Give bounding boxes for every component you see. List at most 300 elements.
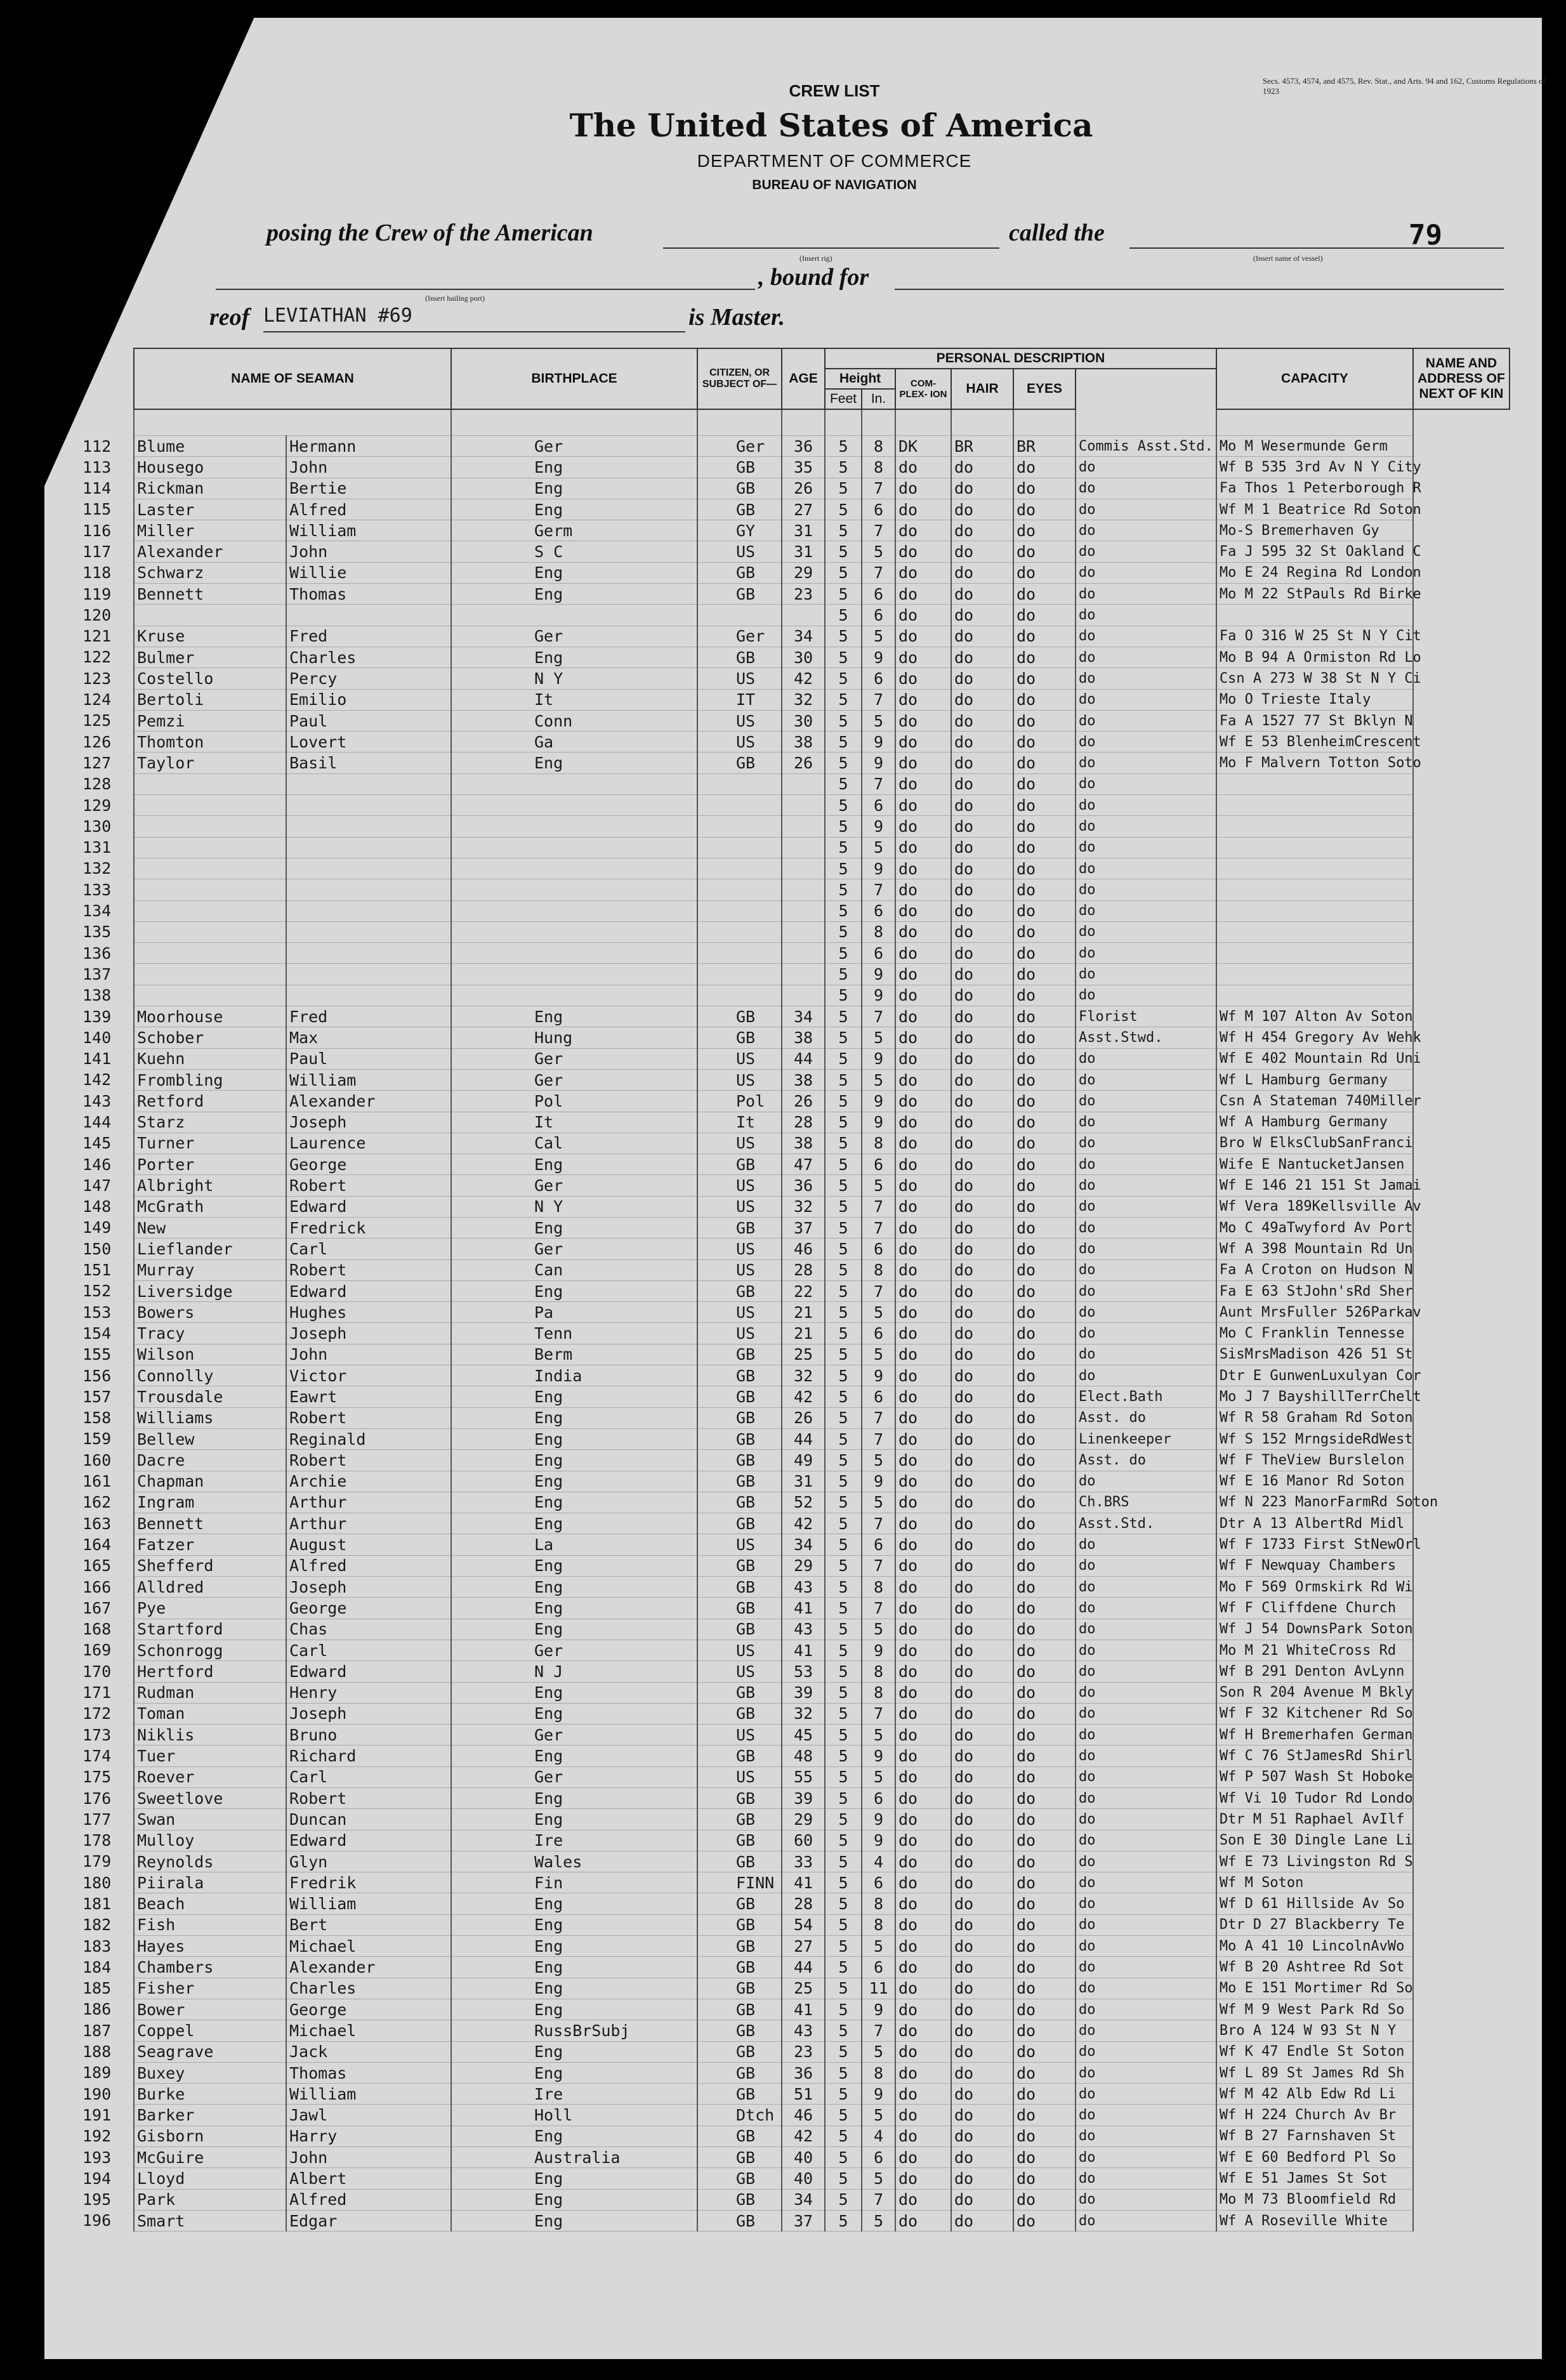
cell-citizenship (697, 964, 782, 985)
cell-height-inches: 7 (862, 562, 895, 583)
cell-eyes: do (1013, 457, 1076, 478)
cell-eyes: do (1013, 1788, 1076, 1809)
cell-next-of-kin: Mo M 73 Bloomfield Rd (1216, 2189, 1413, 2210)
cell-complexion: do (895, 943, 951, 964)
master-name: LEVIATHAN #69 (263, 305, 412, 327)
cell-height-feet: 5 (825, 668, 862, 689)
cell-age: 26 (782, 753, 825, 773)
cell-hair: do (951, 1407, 1013, 1428)
cell-given-name: Bruno (286, 1725, 451, 1746)
cell-surname: Bulmer (134, 647, 286, 667)
cell-birthplace: It (451, 1112, 697, 1133)
cell-capacity: do (1076, 1766, 1216, 1787)
cell-complexion: do (895, 1239, 951, 1259)
row-number: 160 (82, 1450, 112, 1469)
col-personal: PERSONAL DESCRIPTION (825, 348, 1216, 369)
crew-row (134, 2041, 1510, 2062)
cell-given-name: Alfred (286, 2189, 451, 2210)
cell-birthplace: Eng (451, 1513, 697, 1534)
row-number: 122 (82, 648, 112, 667)
cell-age: 34 (782, 2189, 825, 2210)
cell-birthplace: India (451, 1365, 697, 1386)
row-number: 127 (82, 753, 112, 772)
row-number: 128 (82, 775, 112, 794)
cell-hair: do (951, 2126, 1013, 2147)
cell-birthplace: Ger (451, 436, 697, 457)
cell-capacity: do (1076, 1999, 1216, 2020)
cell-citizenship: GB (697, 1344, 782, 1365)
cell-given-name (286, 773, 451, 794)
cell-age: 54 (782, 1914, 825, 1935)
cell-next-of-kin (1216, 921, 1413, 942)
cell-birthplace: Tenn (451, 1323, 697, 1344)
crew-row (134, 1999, 1510, 2020)
cell-height-inches: 5 (862, 1175, 895, 1196)
cell-height-inches: 8 (862, 1259, 895, 1280)
cell-eyes: do (1013, 2020, 1076, 2041)
cell-surname: Reynolds (134, 1851, 286, 1872)
cell-eyes: do (1013, 1534, 1076, 1555)
cell-age: 31 (782, 520, 825, 541)
cell-citizenship: GB (697, 1619, 782, 1640)
crew-row (134, 795, 1510, 816)
cell-hair: do (951, 879, 1013, 900)
cell-hair: do (951, 1428, 1013, 1449)
cell-surname (134, 921, 286, 942)
row-number: 170 (82, 1662, 112, 1681)
cell-capacity: do (1076, 1936, 1216, 1957)
cell-height-feet: 5 (825, 647, 862, 667)
cell-height-feet: 5 (825, 710, 862, 731)
cell-birthplace: Eng (451, 1914, 697, 1935)
hailing-port-blank (216, 289, 755, 290)
row-number: 153 (82, 1303, 112, 1322)
cell-hair: do (951, 1788, 1013, 1809)
cell-next-of-kin: Wf E 53 BlenheimCrescent (1216, 732, 1413, 753)
cell-next-of-kin: Mo F 569 Ormskirk Rd Wi (1216, 1577, 1413, 1598)
cell-hair: do (951, 2084, 1013, 2105)
cell-citizenship: GB (697, 2189, 782, 2210)
cell-height-feet: 5 (825, 1513, 862, 1534)
cell-hair: do (951, 1957, 1013, 1978)
cell-height-feet: 5 (825, 753, 862, 773)
cell-height-feet: 5 (825, 1746, 862, 1766)
cell-age: 23 (782, 584, 825, 605)
cell-height-inches: 6 (862, 1154, 895, 1175)
cell-given-name: Thomas (286, 2062, 451, 2083)
crew-row (134, 1175, 1510, 1196)
cell-next-of-kin: Wf M 42 Alb Edw Rd Li (1216, 2084, 1413, 2105)
cell-next-of-kin: Wf B 535 3rd Av N Y City (1216, 457, 1413, 478)
cell-surname: Burke (134, 2084, 286, 2105)
cell-citizenship (697, 900, 782, 921)
cell-birthplace: Eng (451, 1978, 697, 1999)
cell-given-name: William (286, 520, 451, 541)
cell-citizenship: GB (697, 1999, 782, 2020)
cell-surname: Buxey (134, 2062, 286, 2083)
cell-surname: Turner (134, 1133, 286, 1154)
cell-surname: Connolly (134, 1365, 286, 1386)
cell-height-feet: 5 (825, 1027, 862, 1048)
cell-capacity: do (1076, 1323, 1216, 1344)
cell-height-feet: 5 (825, 795, 862, 816)
cell-given-name: Arthur (286, 1513, 451, 1534)
cell-hair: do (951, 478, 1013, 499)
cell-birthplace: Holl (451, 2105, 697, 2126)
cell-surname: Piirala (134, 1872, 286, 1893)
cell-given-name: Edward (286, 1196, 451, 1217)
cell-surname: Rudman (134, 1682, 286, 1703)
cell-hair: do (951, 1746, 1013, 1766)
cell-complexion: do (895, 457, 951, 478)
cell-surname: Beach (134, 1893, 286, 1914)
cell-height-feet: 5 (825, 520, 862, 541)
bureau-heading: BUREAU OF NAVIGATION (752, 178, 917, 192)
cell-surname: Moorhouse (134, 1006, 286, 1027)
cell-citizenship: US (697, 1640, 782, 1660)
cell-citizenship: GB (697, 1280, 782, 1301)
cell-surname: Costello (134, 668, 286, 689)
cell-surname (134, 605, 286, 626)
cell-given-name: Joseph (286, 1323, 451, 1344)
cell-citizenship: GB (697, 2062, 782, 2083)
crew-row (134, 1259, 1510, 1280)
cell-next-of-kin (1216, 964, 1413, 985)
cell-surname: Park (134, 2189, 286, 2210)
cell-citizenship: GY (697, 520, 782, 541)
cell-complexion: do (895, 626, 951, 647)
cell-birthplace: Ger (451, 1239, 697, 1259)
crew-row (134, 605, 1510, 626)
row-number: 120 (82, 605, 112, 624)
cell-eyes: do (1013, 2147, 1076, 2168)
row-number: 196 (82, 2211, 112, 2230)
cell-next-of-kin: Mo C Franklin Tennesse (1216, 1323, 1413, 1344)
cell-citizenship: US (697, 668, 782, 689)
cell-capacity: do (1076, 2105, 1216, 2126)
cell-age: 33 (782, 1851, 825, 1872)
crew-row (134, 1957, 1510, 1978)
cell-citizenship: US (697, 1534, 782, 1555)
cell-hair: do (951, 1682, 1013, 1703)
cell-eyes: do (1013, 1999, 1076, 2020)
crew-row (134, 1365, 1510, 1386)
crew-row (134, 1450, 1510, 1471)
cell-height-feet: 5 (825, 858, 862, 879)
cell-capacity: do (1076, 605, 1216, 626)
cell-next-of-kin: Wf H 454 Gregory Av Wehk (1216, 1027, 1413, 1048)
cell-capacity: do (1076, 943, 1216, 964)
cell-complexion: do (895, 816, 951, 837)
cell-height-feet: 5 (825, 1259, 862, 1280)
crew-row (134, 2147, 1510, 2168)
cell-next-of-kin: Mo J 7 BayshillTerrChelt (1216, 1386, 1413, 1407)
col-hair: HAIR (951, 369, 1013, 409)
cell-capacity: do (1076, 773, 1216, 794)
crew-row (134, 584, 1510, 605)
cell-birthplace: Eng (451, 2189, 697, 2210)
crew-row (134, 732, 1510, 753)
cell-age: 44 (782, 1957, 825, 1978)
cell-given-name: Alfred (286, 499, 451, 520)
cell-height-feet: 5 (825, 562, 862, 583)
cell-next-of-kin: Wf F Newquay Chambers (1216, 1555, 1413, 1576)
cell-given-name: Glyn (286, 1851, 451, 1872)
cell-capacity: do (1076, 753, 1216, 773)
cell-hair: do (951, 1830, 1013, 1851)
cell-birthplace: Conn (451, 710, 697, 731)
cell-surname: Taylor (134, 753, 286, 773)
cell-citizenship: GB (697, 478, 782, 499)
cell-complexion: do (895, 1957, 951, 1978)
crew-row (134, 1893, 1510, 1914)
crew-row (134, 837, 1510, 858)
cell-next-of-kin: Wf P 507 Wash St Hoboke (1216, 1766, 1413, 1787)
cell-next-of-kin (1216, 773, 1413, 794)
cell-next-of-kin: Wf R 58 Graham Rd Soton (1216, 1407, 1413, 1428)
cell-height-feet: 5 (825, 1323, 862, 1344)
cell-complexion: do (895, 1112, 951, 1133)
cell-next-of-kin: Dtr D 27 Blackberry Te (1216, 1914, 1413, 1935)
cell-eyes: do (1013, 1048, 1076, 1069)
col-capacity: CAPACITY (1216, 348, 1413, 409)
cell-height-feet: 5 (825, 1999, 862, 2020)
cell-birthplace: Eng (451, 647, 697, 667)
cell-eyes: do (1013, 1851, 1076, 1872)
crew-row (134, 1386, 1510, 1407)
cell-complexion: do (895, 1217, 951, 1238)
cell-age: 43 (782, 1619, 825, 1640)
cell-capacity: do (1076, 816, 1216, 837)
cell-eyes: do (1013, 985, 1076, 1006)
row-number: 126 (82, 732, 112, 751)
cell-capacity: do (1076, 1619, 1216, 1640)
cell-eyes: do (1013, 837, 1076, 858)
cell-surname: Murray (134, 1259, 286, 1280)
cell-eyes: do (1013, 1154, 1076, 1175)
cell-complexion: do (895, 478, 951, 499)
cell-citizenship (697, 921, 782, 942)
cell-hair: do (951, 1069, 1013, 1090)
cell-complexion: do (895, 520, 951, 541)
cell-height-inches: 8 (862, 436, 895, 457)
cell-given-name: Jawl (286, 2105, 451, 2126)
cell-age (782, 816, 825, 837)
cell-surname: Chambers (134, 1957, 286, 1978)
cell-height-feet: 5 (825, 1112, 862, 1133)
crew-row (134, 647, 1510, 667)
row-number: 167 (82, 1598, 112, 1617)
cell-capacity: do (1076, 2189, 1216, 2210)
cell-surname: Thomton (134, 732, 286, 753)
row-number: 166 (82, 1577, 112, 1596)
cell-height-inches: 7 (862, 1513, 895, 1534)
cell-age: 42 (782, 668, 825, 689)
cell-height-inches: 6 (862, 1323, 895, 1344)
cell-hair: do (951, 2147, 1013, 2168)
cell-capacity: do (1076, 921, 1216, 942)
row-number: 185 (82, 1979, 112, 1998)
cell-citizenship (697, 858, 782, 879)
crew-row (134, 1492, 1510, 1513)
cell-height-feet: 5 (825, 1978, 862, 1999)
cell-height-inches: 5 (862, 2168, 895, 2189)
cell-surname: Laster (134, 499, 286, 520)
cell-surname: Retford (134, 1091, 286, 1112)
row-number: 154 (82, 1324, 112, 1343)
cell-given-name: Percy (286, 668, 451, 689)
cell-eyes: do (1013, 2189, 1076, 2210)
cell-next-of-kin: Wf M Soton (1216, 1872, 1413, 1893)
cell-complexion: do (895, 1914, 951, 1935)
cell-hair: do (951, 2168, 1013, 2189)
cell-eyes: do (1013, 1703, 1076, 1724)
cell-citizenship: GB (697, 2168, 782, 2189)
cell-complexion: do (895, 2210, 951, 2231)
cell-given-name: John (286, 1344, 451, 1365)
cell-eyes: do (1013, 1091, 1076, 1112)
cell-capacity: do (1076, 1978, 1216, 1999)
cell-surname: Albright (134, 1175, 286, 1196)
cell-age: 30 (782, 710, 825, 731)
voyage-number: 79 (1409, 219, 1442, 251)
cell-height-feet: 5 (825, 1598, 862, 1619)
row-number: 156 (82, 1366, 112, 1385)
cell-birthplace (451, 858, 697, 879)
cell-given-name (286, 921, 451, 942)
cell-hair: do (951, 520, 1013, 541)
cell-complexion: do (895, 499, 951, 520)
cell-citizenship: GB (697, 2084, 782, 2105)
cell-surname: Bellew (134, 1428, 286, 1449)
cell-citizenship: GB (697, 1492, 782, 1513)
cell-complexion: do (895, 858, 951, 879)
cell-given-name: Edward (286, 1661, 451, 1682)
cell-given-name (286, 816, 451, 837)
cell-surname (134, 837, 286, 858)
cell-next-of-kin: Fa J 595 32 St Oakland C (1216, 541, 1413, 562)
cell-hair: do (951, 1471, 1013, 1492)
cell-complexion: do (895, 1386, 951, 1407)
cell-capacity: do (1076, 710, 1216, 731)
cell-birthplace: Eng (451, 562, 697, 583)
cell-height-feet: 5 (825, 478, 862, 499)
cell-height-inches: 8 (862, 1577, 895, 1598)
cell-age: 32 (782, 1196, 825, 1217)
cell-height-inches: 5 (862, 1619, 895, 1640)
cell-citizenship: GB (697, 1027, 782, 1048)
cell-next-of-kin: Mo-S Bremerhaven Gy (1216, 520, 1413, 541)
cell-height-feet: 5 (825, 2020, 862, 2041)
cell-capacity: do (1076, 1788, 1216, 1809)
cell-complexion: do (895, 1619, 951, 1640)
cell-hair: do (951, 985, 1013, 1006)
cell-capacity: do (1076, 1703, 1216, 1724)
cell-height-inches: 5 (862, 2210, 895, 2231)
cell-given-name: Alexander (286, 1091, 451, 1112)
cell-hair: do (951, 1112, 1013, 1133)
cell-next-of-kin (1216, 879, 1413, 900)
row-number: 115 (82, 500, 112, 519)
cell-citizenship: GB (697, 1513, 782, 1534)
crew-row (134, 2210, 1510, 2231)
cell-citizenship: GB (697, 1154, 782, 1175)
cell-surname: Starz (134, 1112, 286, 1133)
cell-height-feet: 5 (825, 1555, 862, 1576)
cell-citizenship: GB (697, 1830, 782, 1851)
cell-birthplace: Eng (451, 2126, 697, 2147)
cell-age: 29 (782, 1555, 825, 1576)
cell-next-of-kin: Wf Vi 10 Tudor Rd Londo (1216, 1788, 1413, 1809)
cell-age: 44 (782, 1428, 825, 1449)
cell-complexion: do (895, 584, 951, 605)
cell-surname: Alldred (134, 1577, 286, 1598)
cell-given-name: Robert (286, 1450, 451, 1471)
cell-birthplace: Hung (451, 1027, 697, 1048)
cell-citizenship (697, 837, 782, 858)
cell-surname: New (134, 1217, 286, 1238)
cell-hair: do (951, 1809, 1013, 1830)
cell-given-name: Richard (286, 1746, 451, 1766)
cell-complexion: do (895, 879, 951, 900)
cell-eyes: do (1013, 1112, 1076, 1133)
cell-age: 41 (782, 1999, 825, 2020)
crew-row (134, 457, 1510, 478)
row-number: 181 (82, 1894, 112, 1913)
cell-capacity: do (1076, 1302, 1216, 1323)
cell-hair: BR (951, 436, 1013, 457)
cell-given-name: Joseph (286, 1112, 451, 1133)
cell-given-name: Hermann (286, 436, 451, 457)
cell-next-of-kin: Wf F Cliffdene Church (1216, 1598, 1413, 1619)
cell-surname: Smart (134, 2210, 286, 2231)
cell-height-feet: 5 (825, 1133, 862, 1154)
cell-birthplace (451, 605, 697, 626)
cell-hair: do (951, 1048, 1013, 1069)
cell-capacity: do (1076, 1957, 1216, 1978)
cell-eyes: do (1013, 541, 1076, 562)
cell-citizenship: GB (697, 2126, 782, 2147)
cell-age: 39 (782, 1788, 825, 1809)
cell-hair: do (951, 2210, 1013, 2231)
row-number: 165 (82, 1556, 112, 1575)
cell-capacity: do (1076, 1154, 1216, 1175)
cell-given-name: Bert (286, 1914, 451, 1935)
cell-given-name: Harry (286, 2126, 451, 2147)
cell-eyes: do (1013, 1640, 1076, 1660)
crew-row (134, 626, 1510, 647)
cell-complexion: do (895, 985, 951, 1006)
cell-hair: do (951, 1344, 1013, 1365)
cell-hair: do (951, 753, 1013, 773)
row-number: 146 (82, 1155, 112, 1174)
cell-hair: do (951, 2062, 1013, 2083)
cell-next-of-kin (1216, 837, 1413, 858)
cell-eyes: do (1013, 1239, 1076, 1259)
row-number: 174 (82, 1746, 112, 1765)
cell-eyes: do (1013, 647, 1076, 667)
cell-complexion: do (895, 1428, 951, 1449)
cell-age: 27 (782, 499, 825, 520)
cell-complexion: do (895, 1809, 951, 1830)
cell-height-feet: 5 (825, 1830, 862, 1851)
cell-eyes: do (1013, 689, 1076, 710)
crew-row (134, 2105, 1510, 2126)
crew-row (134, 1809, 1510, 1830)
cell-next-of-kin: Wf B 20 Ashtree Rd Sot (1216, 1957, 1413, 1978)
cell-age: 25 (782, 1978, 825, 1999)
cell-age: 38 (782, 1027, 825, 1048)
